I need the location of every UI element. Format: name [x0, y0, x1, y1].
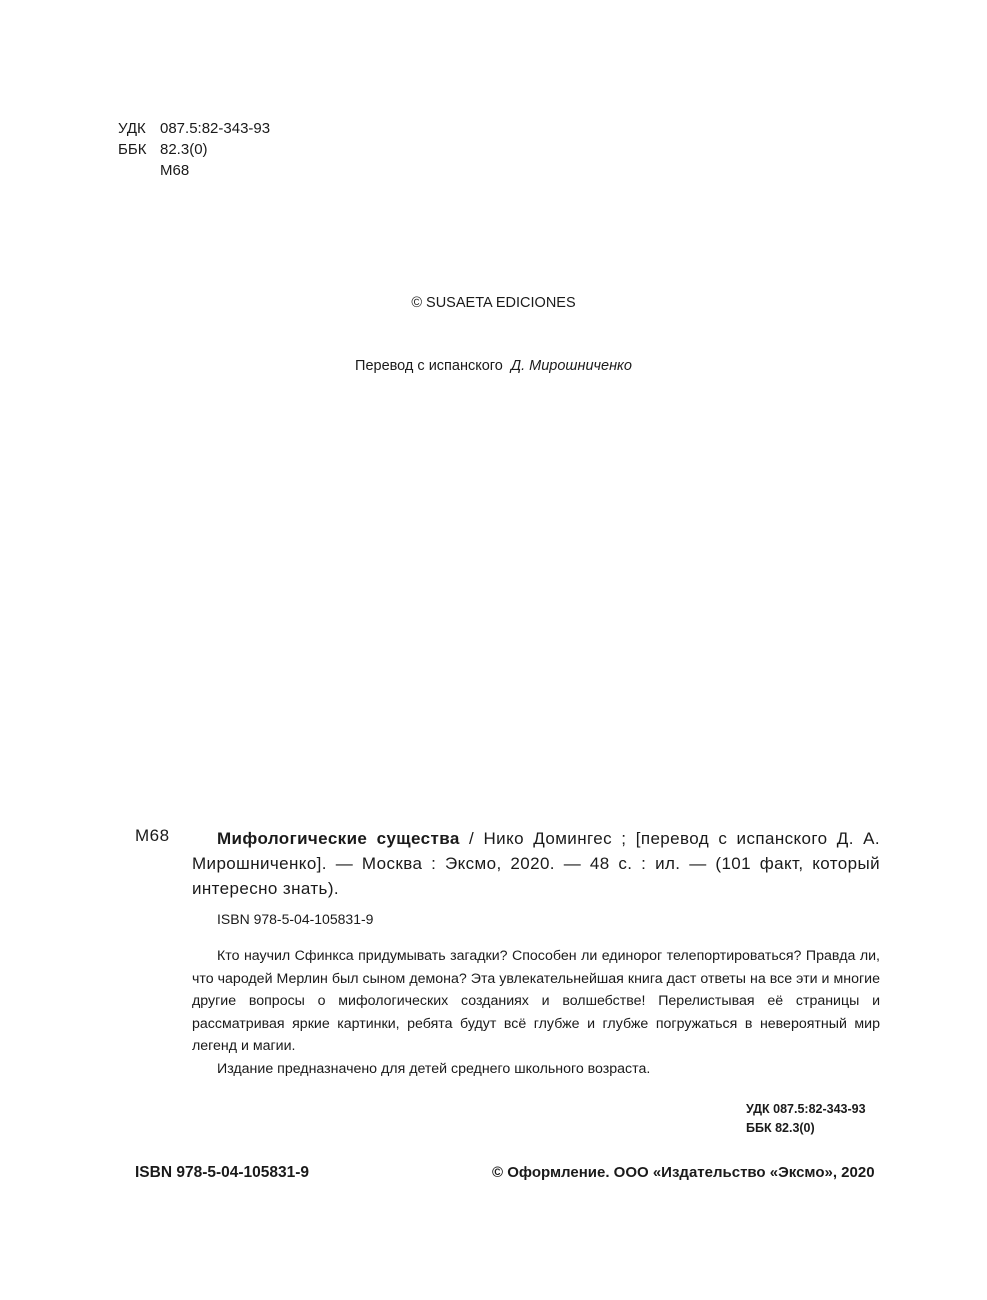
- isbn-line: ISBN 978-5-04-105831-9: [217, 911, 374, 927]
- bibliographic-record: [192, 826, 880, 901]
- annotation: [192, 945, 880, 1080]
- footer-copyright: © Оформление. ООО «Издательство «Эксмо», 2020: [492, 1164, 875, 1181]
- bbk-code: ББК 82.3(0): [746, 1121, 815, 1135]
- bibliographic-author-mark: М68: [135, 826, 170, 845]
- translation-credit: [0, 358, 987, 374]
- translation-prefix: Перевод с испанского: [355, 358, 503, 374]
- bibliographic-details: / Нико Домингес ; [перевод с испанского Д. А. Мирошниченко]. — Москва : Эксмо, 2020. — 48 с. : ил. — (101 факт, который интересно знать).: [192, 829, 880, 898]
- bbk-row: [118, 139, 270, 160]
- udk-code: УДК 087.5:82-343-93: [746, 1102, 866, 1116]
- book-title: Мифологические существа: [217, 829, 460, 848]
- udk-label: УДК: [118, 120, 146, 137]
- annotation-paragraph-age: Издание предназначено для детей среднего школьного возраста.: [217, 1060, 651, 1077]
- bbk-label: ББК: [118, 141, 147, 158]
- author-mark: М68: [160, 162, 190, 179]
- original-copyright: © SUSAETA EDICIONES: [411, 295, 576, 311]
- annotation-paragraph: Кто научил Сфинкса придумывать загадки? Способен ли единорог телепортироваться? Правда ли, что чародей Мерлин был сыном демона? Эта увлекательнейшая книга даст ответы на все эти и многие другие вопросы о мифологических созданиях и волшебстве! Перелистывая её страницы и рассматривая яркие картинки, ребята будут всё глубже и глубже погружаться в невероятный мир легенд и магии.: [192, 948, 880, 1054]
- udk-value: 087.5:82-343-93: [160, 120, 271, 137]
- bbk-value: 82.3(0): [160, 141, 208, 158]
- udk-row: [118, 118, 270, 139]
- translator-name: Д. Мирошниченко: [510, 358, 632, 374]
- classification-codes: [746, 1100, 866, 1138]
- header-classification-codes: [118, 118, 270, 181]
- footer-isbn: ISBN 978-5-04-105831-9: [135, 1164, 310, 1181]
